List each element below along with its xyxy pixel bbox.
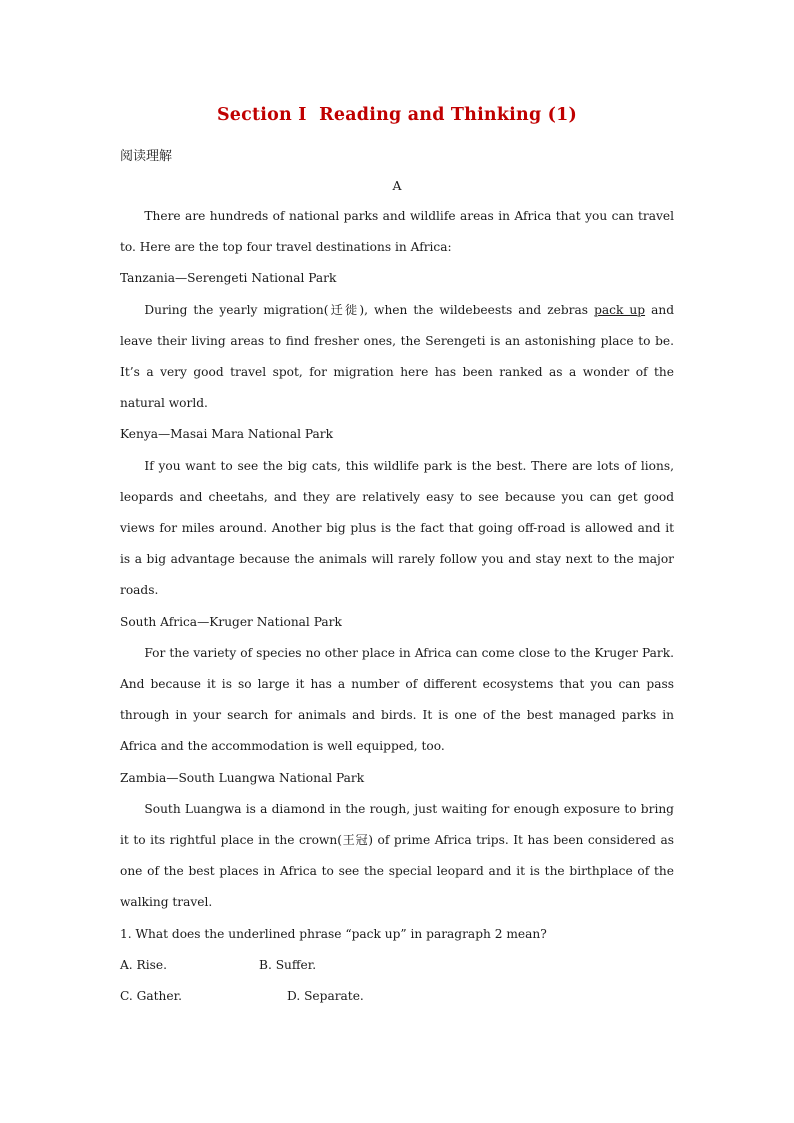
park-heading-masai-mara: Kenya—Masai Mara National Park xyxy=(120,427,334,442)
paragraph-text: and leave their living areas to find fresher ones, the Serengeti is an astonishing place to be. It’s a very good travel spot, for migration here has been ranked as a wonder of the natural world. xyxy=(120,302,674,411)
park-heading-south-luangwa: Zambia—South Luangwa National Park xyxy=(120,770,365,785)
page-title: Section Ⅰ Reading and Thinking (1) xyxy=(216,105,578,125)
question-text: 1. What does the underlined phrase “pack up” in paragraph 2 mean? xyxy=(120,926,547,941)
option-d: D. Separate. xyxy=(287,989,364,1004)
option-c: C. Gather. xyxy=(120,989,182,1004)
park-paragraph-masai-mara: If you want to see the big cats, this wildlife park is the best. There are lots of lions, leopards and cheetahs, and they are relatively easy to see because you can get good views for miles around. Another big plus is the fact that going off-road is allowed and it is a big advantage because the animals will rarely follow you and stay next to the major roads. xyxy=(120,458,674,598)
passage-body xyxy=(120,201,674,1012)
option-b: B. Suffer. xyxy=(259,957,317,972)
passage-label: A xyxy=(392,178,402,193)
paragraph-text: During the yearly migration(迁徙), when the wildebeests and zebras xyxy=(144,302,595,317)
question-options-row-2 xyxy=(120,981,674,1012)
question-options-row-1 xyxy=(120,950,674,981)
section-label: 阅读理解 xyxy=(120,149,173,164)
park-heading-kruger: South Africa—Kruger National Park xyxy=(120,614,342,629)
underlined-phrase: pack up xyxy=(594,302,646,317)
park-paragraph-south-luangwa: South Luangwa is a diamond in the rough, just waiting for enough exposure to bring it to its rightful place in the crown(王冠) of prime Africa trips. It has been considered as one of the best places in Africa to see the special leopard and it is the birthplace of the walking travel. xyxy=(120,801,674,910)
option-a: A. Rise. xyxy=(120,957,167,972)
park-heading-serengeti: Tanzania—Serengeti National Park xyxy=(120,271,337,286)
park-paragraph-kruger: For the variety of species no other place in Africa can come close to the Kruger Park. And because it is so large it has a number of different ecosystems that you can pass through in your search for animals and birds. It is one of the best managed parks in Africa and the accommodation is well equipped, too. xyxy=(120,645,674,754)
intro-paragraph: There are hundreds of national parks and wildlife areas in Africa that you can travel to. Here are the top four travel destinations in Africa: xyxy=(120,209,674,255)
park-paragraph-serengeti xyxy=(120,295,674,420)
